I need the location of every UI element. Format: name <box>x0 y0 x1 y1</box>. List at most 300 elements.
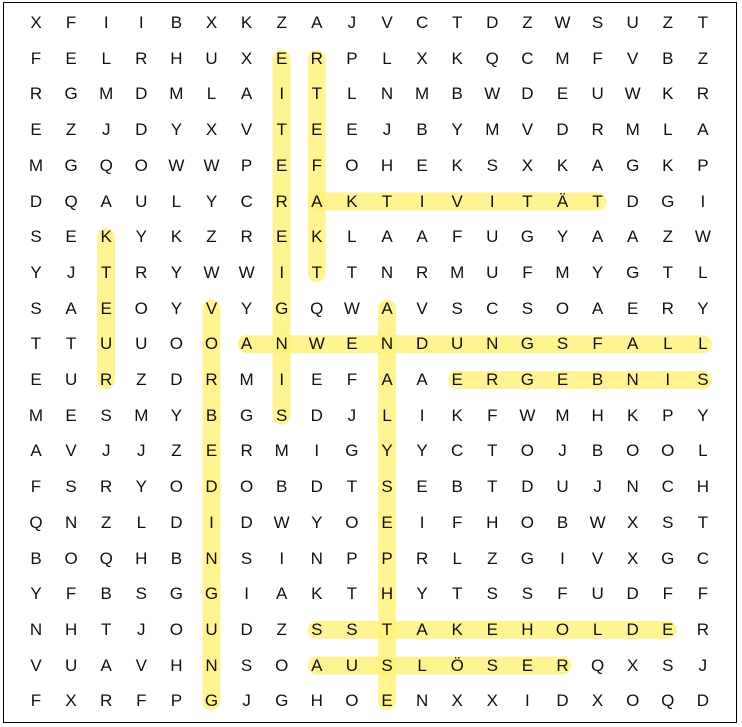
grid-cell-r15-c7[interactable]: D <box>240 512 253 532</box>
grid-cell-r12-c2[interactable]: E <box>65 405 77 425</box>
grid-cell-r16-c19[interactable]: G <box>661 548 675 568</box>
grid-cell-r14-c13[interactable]: B <box>451 477 463 497</box>
grid-cell-r20-c6[interactable]: G <box>204 691 219 711</box>
grid-cell-r17-c3[interactable]: B <box>100 584 112 604</box>
grid-cell-r12-c12[interactable]: I <box>419 405 425 425</box>
grid-cell-r14-c1[interactable]: F <box>30 477 42 497</box>
grid-cell-r16-c7[interactable]: S <box>240 548 253 568</box>
grid-cell-r9-c16[interactable]: O <box>555 298 570 318</box>
grid-cell-r10-c19[interactable]: L <box>663 334 673 354</box>
grid-cell-r17-c13[interactable]: T <box>451 584 463 604</box>
grid-cell-r15-c2[interactable]: N <box>64 512 78 532</box>
grid-cell-r18-c15[interactable]: H <box>521 619 534 639</box>
grid-cell-r19-c18[interactable]: X <box>627 655 639 675</box>
grid-cell-r14-c14[interactable]: T <box>487 477 498 497</box>
grid-cell-r8-c20[interactable]: L <box>698 262 708 282</box>
grid-cell-r3-c8[interactable]: I <box>279 84 285 104</box>
grid-cell-r20-c15[interactable]: I <box>525 691 530 711</box>
grid-cell-r10-c15[interactable]: G <box>520 334 534 354</box>
grid-cell-r17-c15[interactable]: S <box>521 584 534 604</box>
grid-cell-r19-c17[interactable]: Q <box>590 655 605 675</box>
grid-cell-r5-c3[interactable]: Q <box>99 155 113 175</box>
grid-cell-r9-c20[interactable]: Y <box>697 298 709 318</box>
grid-cell-r16-c17[interactable]: V <box>591 548 604 568</box>
grid-cell-r20-c16[interactable]: D <box>556 691 569 711</box>
grid-cell-r7-c19[interactable]: Z <box>662 227 673 247</box>
grid-cell-r18-c1[interactable]: N <box>29 619 43 639</box>
grid-cell-r8-c18[interactable]: G <box>626 262 640 282</box>
grid-cell-r10-c7[interactable]: A <box>240 334 253 354</box>
grid-cell-r6-c18[interactable]: D <box>626 191 639 211</box>
grid-cell-r6-c17[interactable]: T <box>592 191 603 211</box>
grid-cell-r11-c19[interactable]: I <box>665 370 671 389</box>
grid-cell-r19-c20[interactable]: J <box>698 655 708 675</box>
grid-cell-r9-c10[interactable]: W <box>343 298 360 318</box>
grid-cell-r10-c18[interactable]: A <box>627 334 639 354</box>
grid-cell-r4-c16[interactable]: D <box>556 120 569 140</box>
grid-cell-r9-c17[interactable]: A <box>591 298 604 318</box>
grid-cell-r2-c6[interactable]: U <box>205 48 218 68</box>
grid-cell-r10-c14[interactable]: N <box>486 334 499 354</box>
grid-cell-r17-c10[interactable]: T <box>346 584 358 604</box>
grid-cell-r7-c8[interactable]: E <box>276 227 288 247</box>
grid-cell-r20-c12[interactable]: N <box>415 691 429 711</box>
grid-cell-r5-c5[interactable]: W <box>168 155 185 175</box>
grid-cell-r3-c3[interactable]: M <box>99 84 114 104</box>
grid-cell-r12-c14[interactable]: F <box>487 405 498 425</box>
grid-cell-r17-c6[interactable]: G <box>204 584 219 604</box>
grid-cell-r8-c10[interactable]: T <box>346 262 358 282</box>
grid-cell-r14-c8[interactable]: B <box>276 477 288 497</box>
grid-cell-r7-c6[interactable]: Z <box>206 227 217 247</box>
grid-cell-r15-c11[interactable]: E <box>381 512 393 532</box>
grid-cell-r13-c20[interactable]: L <box>698 441 708 461</box>
grid-cell-r5-c19[interactable]: K <box>662 155 674 175</box>
grid-cell-r16-c6[interactable]: N <box>205 548 218 568</box>
grid-cell-r1-c8[interactable]: Z <box>276 13 287 32</box>
grid-cell-r9-c12[interactable]: V <box>416 298 428 318</box>
grid-cell-r3-c1[interactable]: R <box>29 84 43 104</box>
grid-cell-r10-c5[interactable]: O <box>169 334 183 354</box>
grid-cell-r10-c17[interactable]: F <box>592 334 603 354</box>
grid-cell-r16-c18[interactable]: X <box>627 548 639 568</box>
grid-cell-r16-c4[interactable]: H <box>135 548 148 568</box>
grid-cell-r17-c11[interactable]: H <box>380 584 394 604</box>
grid-cell-r17-c12[interactable]: Y <box>416 584 428 604</box>
grid-cell-r4-c3[interactable]: J <box>101 120 111 140</box>
grid-cell-r5-c17[interactable]: A <box>591 155 604 175</box>
grid-cell-r4-c14[interactable]: M <box>485 120 500 140</box>
grid-cell-r13-c18[interactable]: O <box>626 441 640 461</box>
grid-cell-r1-c15[interactable]: Z <box>522 13 533 32</box>
grid-cell-r6-c2[interactable]: Q <box>64 191 78 211</box>
grid-cell-r7-c20[interactable]: W <box>694 227 711 247</box>
grid-cell-r12-c19[interactable]: P <box>662 405 674 425</box>
grid-cell-r2-c16[interactable]: M <box>555 48 570 68</box>
grid-cell-r11-c3[interactable]: R <box>100 370 113 389</box>
grid-cell-r1-c9[interactable]: A <box>311 13 323 32</box>
grid-cell-r14-c7[interactable]: O <box>239 477 254 497</box>
grid-cell-r4-c11[interactable]: J <box>382 120 392 140</box>
grid-cell-r19-c8[interactable]: O <box>275 655 289 675</box>
grid-cell-r11-c16[interactable]: E <box>556 370 569 389</box>
grid-cell-r18-c17[interactable]: L <box>592 619 603 639</box>
grid-cell-r15-c13[interactable]: F <box>451 512 463 532</box>
grid-cell-r1-c2[interactable]: F <box>65 13 77 32</box>
grid-cell-r15-c10[interactable]: O <box>345 512 359 532</box>
grid-cell-r11-c18[interactable]: N <box>626 370 639 389</box>
grid-cell-r10-c9[interactable]: W <box>308 334 325 354</box>
grid-cell-r19-c1[interactable]: V <box>30 655 42 675</box>
grid-cell-r8-c1[interactable]: Y <box>30 262 42 282</box>
grid-cell-r7-c2[interactable]: E <box>65 227 77 247</box>
grid-cell-r8-c2[interactable]: J <box>66 262 76 282</box>
grid-cell-r16-c10[interactable]: P <box>346 548 358 568</box>
grid-cell-r5-c15[interactable]: X <box>521 155 534 175</box>
grid-cell-r11-c9[interactable]: E <box>311 370 323 389</box>
grid-cell-r18-c4[interactable]: J <box>137 619 146 639</box>
grid-cell-r3-c19[interactable]: K <box>662 84 674 104</box>
grid-cell-r5-c4[interactable]: O <box>134 155 148 175</box>
grid-cell-r5-c16[interactable]: K <box>556 155 569 175</box>
grid-cell-r12-c5[interactable]: Y <box>170 405 183 425</box>
grid-cell-r2-c17[interactable]: F <box>592 48 603 68</box>
grid-cell-r9-c2[interactable]: A <box>65 298 77 318</box>
grid-cell-r4-c13[interactable]: Y <box>451 120 463 140</box>
grid-cell-r10-c20[interactable]: L <box>698 334 708 354</box>
grid-cell-r1-c3[interactable]: I <box>103 13 109 32</box>
grid-cell-r1-c11[interactable]: V <box>381 13 393 32</box>
grid-cell-r7-c15[interactable]: G <box>520 227 534 247</box>
grid-cell-r14-c12[interactable]: E <box>416 477 428 497</box>
grid-cell-r4-c12[interactable]: B <box>416 120 428 140</box>
grid-cell-r4-c10[interactable]: E <box>346 120 358 140</box>
grid-cell-r8-c3[interactable]: T <box>100 262 112 282</box>
grid-cell-r10-c11[interactable]: N <box>380 334 394 354</box>
grid-cell-r11-c1[interactable]: E <box>30 370 42 389</box>
grid-cell-r18-c5[interactable]: O <box>169 619 183 639</box>
grid-cell-r16-c12[interactable]: R <box>415 548 429 568</box>
grid-cell-r11-c4[interactable]: Z <box>136 370 147 389</box>
grid-cell-r6-c7[interactable]: C <box>240 191 253 211</box>
grid-cell-r2-c4[interactable]: R <box>135 48 148 68</box>
grid-cell-r2-c12[interactable]: X <box>416 48 428 68</box>
grid-cell-r17-c9[interactable]: K <box>311 584 323 604</box>
grid-cell-r1-c13[interactable]: T <box>451 13 463 32</box>
grid-cell-r6-c19[interactable]: G <box>661 191 675 211</box>
grid-cell-r10-c16[interactable]: S <box>556 334 569 354</box>
grid-cell-r20-c19[interactable]: Q <box>661 691 675 711</box>
grid-cell-r18-c2[interactable]: H <box>64 619 78 639</box>
grid-cell-r2-c7[interactable]: X <box>240 48 253 68</box>
grid-cell-r18-c18[interactable]: D <box>626 619 639 639</box>
grid-cell-r9-c1[interactable]: S <box>30 298 42 318</box>
grid-cell-r8-c12[interactable]: R <box>415 262 429 282</box>
grid-cell-r17-c17[interactable]: U <box>591 584 604 604</box>
grid-cell-r14-c9[interactable]: D <box>310 477 323 497</box>
grid-cell-r3-c10[interactable]: L <box>347 84 357 104</box>
grid-cell-r20-c17[interactable]: X <box>591 691 604 711</box>
grid-cell-r16-c3[interactable]: Q <box>99 548 113 568</box>
grid-cell-r2-c15[interactable]: C <box>521 48 534 68</box>
grid-cell-r1-c14[interactable]: D <box>486 13 499 32</box>
grid-cell-r7-c17[interactable]: A <box>591 227 604 247</box>
grid-cell-r11-c6[interactable]: R <box>205 370 218 389</box>
grid-cell-r6-c1[interactable]: D <box>29 191 43 211</box>
grid-cell-r10-c13[interactable]: U <box>451 334 464 354</box>
grid-cell-r7-c10[interactable]: L <box>347 227 357 247</box>
grid-cell-r6-c13[interactable]: V <box>451 191 463 211</box>
grid-cell-r15-c20[interactable]: T <box>697 512 709 532</box>
grid-cell-r16-c14[interactable]: Z <box>487 548 498 568</box>
grid-cell-r8-c14[interactable]: U <box>486 262 499 282</box>
grid-cell-r20-c1[interactable]: F <box>30 691 42 711</box>
grid-cell-r6-c9[interactable]: A <box>311 191 323 211</box>
grid-cell-r3-c2[interactable]: G <box>64 84 78 104</box>
grid-cell-r9-c19[interactable]: R <box>661 298 674 318</box>
grid-cell-r16-c16[interactable]: I <box>560 548 565 568</box>
grid-cell-r16-c8[interactable]: I <box>279 548 285 568</box>
grid-cell-r7-c5[interactable]: K <box>170 227 183 247</box>
grid-cell-r8-c13[interactable]: M <box>450 262 465 282</box>
grid-cell-r1-c5[interactable]: B <box>170 13 183 32</box>
grid-cell-r17-c1[interactable]: Y <box>30 584 42 604</box>
grid-cell-r4-c4[interactable]: D <box>135 120 148 140</box>
grid-cell-r12-c20[interactable]: Y <box>697 405 709 425</box>
grid-cell-r2-c14[interactable]: Q <box>485 48 499 68</box>
grid-cell-r11-c12[interactable]: A <box>416 370 428 389</box>
grid-cell-r12-c18[interactable]: K <box>627 405 639 425</box>
grid-cell-r13-c17[interactable]: B <box>591 441 604 461</box>
grid-cell-r17-c19[interactable]: F <box>662 584 673 604</box>
grid-cell-r14-c19[interactable]: C <box>661 477 674 497</box>
grid-cell-r7-c7[interactable]: R <box>240 227 253 247</box>
grid-cell-r5-c11[interactable]: H <box>380 155 394 175</box>
grid-cell-r7-c4[interactable]: Y <box>135 227 147 247</box>
grid-cell-r15-c14[interactable]: H <box>486 512 499 532</box>
grid-cell-r12-c3[interactable]: S <box>100 405 112 425</box>
grid-cell-r8-c16[interactable]: M <box>555 262 570 282</box>
grid-cell-r6-c12[interactable]: I <box>419 191 425 211</box>
grid-cell-r16-c20[interactable]: C <box>696 548 710 568</box>
grid-cell-r20-c9[interactable]: H <box>310 691 323 711</box>
grid-cell-r12-c15[interactable]: W <box>519 405 536 425</box>
grid-cell-r13-c11[interactable]: Y <box>381 441 393 461</box>
grid-cell-r12-c11[interactable]: L <box>382 405 392 425</box>
grid-cell-r6-c11[interactable]: T <box>381 191 393 211</box>
grid-cell-r3-c7[interactable]: A <box>240 84 253 104</box>
grid-cell-r11-c11[interactable]: A <box>381 370 393 389</box>
grid-cell-r9-c4[interactable]: O <box>134 298 148 318</box>
grid-cell-r3-c5[interactable]: M <box>169 84 184 104</box>
grid-cell-r2-c19[interactable]: B <box>662 48 674 68</box>
grid-cell-r16-c1[interactable]: B <box>30 548 42 568</box>
grid-cell-r19-c5[interactable]: H <box>170 655 183 675</box>
grid-cell-r5-c12[interactable]: E <box>416 155 428 175</box>
grid-cell-r6-c15[interactable]: T <box>522 191 533 211</box>
grid-cell-r9-c5[interactable]: Y <box>170 298 183 318</box>
grid-cell-r10-c2[interactable]: T <box>65 334 77 354</box>
grid-cell-r8-c11[interactable]: N <box>380 262 394 282</box>
grid-cell-r4-c18[interactable]: M <box>625 120 640 140</box>
grid-cell-r11-c20[interactable]: S <box>697 370 709 389</box>
grid-cell-r14-c2[interactable]: S <box>65 477 77 497</box>
grid-cell-r15-c8[interactable]: W <box>273 512 290 532</box>
grid-cell-r18-c19[interactable]: E <box>662 619 674 639</box>
grid-cell-r14-c4[interactable]: Y <box>135 477 147 497</box>
grid-cell-r3-c18[interactable]: W <box>624 84 641 104</box>
grid-cell-r17-c8[interactable]: A <box>276 584 288 604</box>
grid-cell-r18-c3[interactable]: T <box>100 619 112 639</box>
grid-cell-r20-c11[interactable]: E <box>381 691 393 711</box>
grid-cell-r18-c11[interactable]: T <box>381 619 393 639</box>
grid-cell-r9-c18[interactable]: E <box>627 298 639 318</box>
grid-cell-r13-c9[interactable]: I <box>314 441 320 461</box>
grid-cell-r14-c15[interactable]: D <box>521 477 534 497</box>
grid-cell-r20-c4[interactable]: F <box>136 691 147 711</box>
grid-cell-r15-c17[interactable]: W <box>589 512 606 532</box>
grid-cell-r3-c9[interactable]: T <box>311 84 322 104</box>
grid-cell-r19-c4[interactable]: V <box>135 655 147 675</box>
grid-cell-r4-c6[interactable]: X <box>205 120 218 140</box>
grid-cell-r15-c9[interactable]: Y <box>311 512 323 532</box>
grid-cell-r17-c7[interactable]: I <box>244 584 249 604</box>
grid-cell-r19-c2[interactable]: U <box>64 655 78 675</box>
grid-cell-r1-c7[interactable]: K <box>240 13 253 32</box>
grid-cell-r16-c9[interactable]: N <box>310 548 323 568</box>
grid-cell-r5-c20[interactable]: P <box>697 155 709 175</box>
grid-cell-r11-c5[interactable]: D <box>170 370 183 389</box>
grid-cell-r10-c6[interactable]: O <box>204 334 219 354</box>
grid-cell-r18-c12[interactable]: A <box>416 619 428 639</box>
grid-cell-r5-c9[interactable]: F <box>311 155 322 175</box>
grid-cell-r17-c20[interactable]: F <box>697 584 709 604</box>
grid-cell-r20-c18[interactable]: O <box>626 691 640 711</box>
grid-cell-r10-c1[interactable]: T <box>30 334 42 354</box>
grid-cell-r20-c7[interactable]: J <box>242 691 251 711</box>
grid-cell-r17-c16[interactable]: F <box>557 584 568 604</box>
grid-cell-r18-c8[interactable]: Z <box>276 619 287 639</box>
grid-cell-r19-c6[interactable]: N <box>205 655 218 675</box>
grid-cell-r13-c12[interactable]: Y <box>416 441 428 461</box>
grid-cell-r9-c15[interactable]: S <box>521 298 534 318</box>
grid-cell-r13-c13[interactable]: C <box>451 441 464 461</box>
grid-cell-r9-c9[interactable]: Q <box>310 298 324 318</box>
grid-cell-r6-c20[interactable]: I <box>700 191 706 211</box>
grid-cell-r12-c7[interactable]: G <box>239 405 254 425</box>
grid-cell-r4-c19[interactable]: L <box>663 120 673 140</box>
grid-cell-r5-c2[interactable]: G <box>64 155 78 175</box>
grid-cell-r2-c1[interactable]: F <box>30 48 42 68</box>
grid-cell-r15-c5[interactable]: D <box>170 512 183 532</box>
grid-cell-r14-c10[interactable]: T <box>346 477 358 497</box>
grid-cell-r17-c14[interactable]: S <box>486 584 498 604</box>
grid-cell-r7-c1[interactable]: S <box>30 227 42 247</box>
grid-cell-r2-c13[interactable]: K <box>451 48 463 68</box>
grid-cell-r10-c12[interactable]: D <box>415 334 429 354</box>
grid-cell-r3-c16[interactable]: E <box>556 84 569 104</box>
grid-cell-r2-c20[interactable]: Z <box>697 48 709 68</box>
grid-cell-r3-c11[interactable]: N <box>380 84 394 104</box>
grid-cell-r6-c6[interactable]: Y <box>205 191 218 211</box>
grid-cell-r3-c17[interactable]: U <box>591 84 604 104</box>
grid-cell-r5-c8[interactable]: E <box>276 155 288 175</box>
grid-cell-r18-c9[interactable]: S <box>311 619 323 639</box>
grid-cell-r2-c11[interactable]: L <box>382 48 392 68</box>
grid-cell-r4-c20[interactable]: A <box>697 120 709 140</box>
grid-cell-r14-c17[interactable]: J <box>593 477 602 497</box>
grid-cell-r12-c9[interactable]: D <box>310 405 323 425</box>
grid-cell-r2-c3[interactable]: L <box>101 48 111 68</box>
grid-cell-r8-c5[interactable]: Y <box>170 262 183 282</box>
grid-cell-r19-c14[interactable]: S <box>486 655 498 675</box>
grid-cell-r17-c2[interactable]: F <box>65 584 77 604</box>
grid-cell-r18-c14[interactable]: E <box>486 619 498 639</box>
grid-cell-r4-c15[interactable]: V <box>521 120 534 140</box>
grid-cell-r7-c16[interactable]: Y <box>556 227 569 247</box>
grid-cell-r17-c4[interactable]: S <box>135 584 147 604</box>
grid-cell-r9-c6[interactable]: V <box>205 298 218 318</box>
grid-cell-r6-c16[interactable]: Ä <box>556 191 569 211</box>
grid-cell-r3-c6[interactable]: L <box>206 84 217 104</box>
grid-cell-r9-c14[interactable]: C <box>486 298 499 318</box>
grid-cell-r19-c12[interactable]: L <box>417 655 427 675</box>
grid-cell-r10-c10[interactable]: E <box>346 334 358 354</box>
grid-cell-r13-c14[interactable]: T <box>487 441 498 461</box>
grid-cell-r7-c13[interactable]: F <box>451 227 463 247</box>
grid-cell-r15-c3[interactable]: Z <box>100 512 112 532</box>
grid-cell-r5-c14[interactable]: S <box>486 155 498 175</box>
grid-cell-r19-c7[interactable]: S <box>240 655 253 675</box>
grid-cell-r8-c15[interactable]: F <box>522 262 533 282</box>
grid-cell-r9-c7[interactable]: Y <box>240 298 253 318</box>
grid-cell-r13-c1[interactable]: A <box>30 441 42 461</box>
grid-cell-r12-c6[interactable]: B <box>205 405 218 425</box>
grid-cell-r11-c10[interactable]: F <box>346 370 358 389</box>
grid-cell-r13-c7[interactable]: R <box>240 441 253 461</box>
grid-cell-r12-c17[interactable]: H <box>591 405 604 425</box>
grid-cell-r8-c6[interactable]: W <box>203 262 220 282</box>
grid-cell-r20-c5[interactable]: P <box>170 691 183 711</box>
grid-cell-r3-c4[interactable]: D <box>135 84 148 104</box>
grid-cell-r13-c6[interactable]: E <box>205 441 218 461</box>
grid-cell-r6-c3[interactable]: A <box>100 191 112 211</box>
grid-cell-r12-c1[interactable]: M <box>28 405 44 425</box>
grid-cell-r15-c15[interactable]: O <box>520 512 534 532</box>
grid-cell-r20-c20[interactable]: D <box>696 691 710 711</box>
grid-cell-r5-c6[interactable]: W <box>203 155 220 175</box>
grid-cell-r2-c18[interactable]: V <box>627 48 639 68</box>
grid-cell-r2-c5[interactable]: H <box>170 48 183 68</box>
grid-cell-r19-c15[interactable]: E <box>521 655 534 675</box>
grid-cell-r1-c6[interactable]: X <box>205 13 218 32</box>
grid-cell-r11-c13[interactable]: E <box>451 370 463 389</box>
grid-cell-r13-c15[interactable]: O <box>520 441 534 461</box>
grid-cell-r15-c18[interactable]: X <box>627 512 639 532</box>
grid-cell-r12-c10[interactable]: J <box>347 405 357 425</box>
grid-cell-r11-c15[interactable]: G <box>520 370 534 389</box>
grid-cell-r3-c15[interactable]: D <box>521 84 534 104</box>
grid-cell-r11-c2[interactable]: U <box>64 370 78 389</box>
grid-cell-r2-c8[interactable]: E <box>276 48 288 68</box>
grid-cell-r18-c13[interactable]: K <box>451 619 463 639</box>
grid-cell-r19-c13[interactable]: Ö <box>450 655 464 675</box>
grid-cell-r15-c19[interactable]: S <box>662 512 674 532</box>
grid-cell-r13-c2[interactable]: V <box>65 441 77 461</box>
grid-cell-r12-c13[interactable]: K <box>451 405 463 425</box>
grid-cell-r8-c8[interactable]: I <box>279 262 285 282</box>
grid-cell-r4-c17[interactable]: R <box>591 120 604 140</box>
